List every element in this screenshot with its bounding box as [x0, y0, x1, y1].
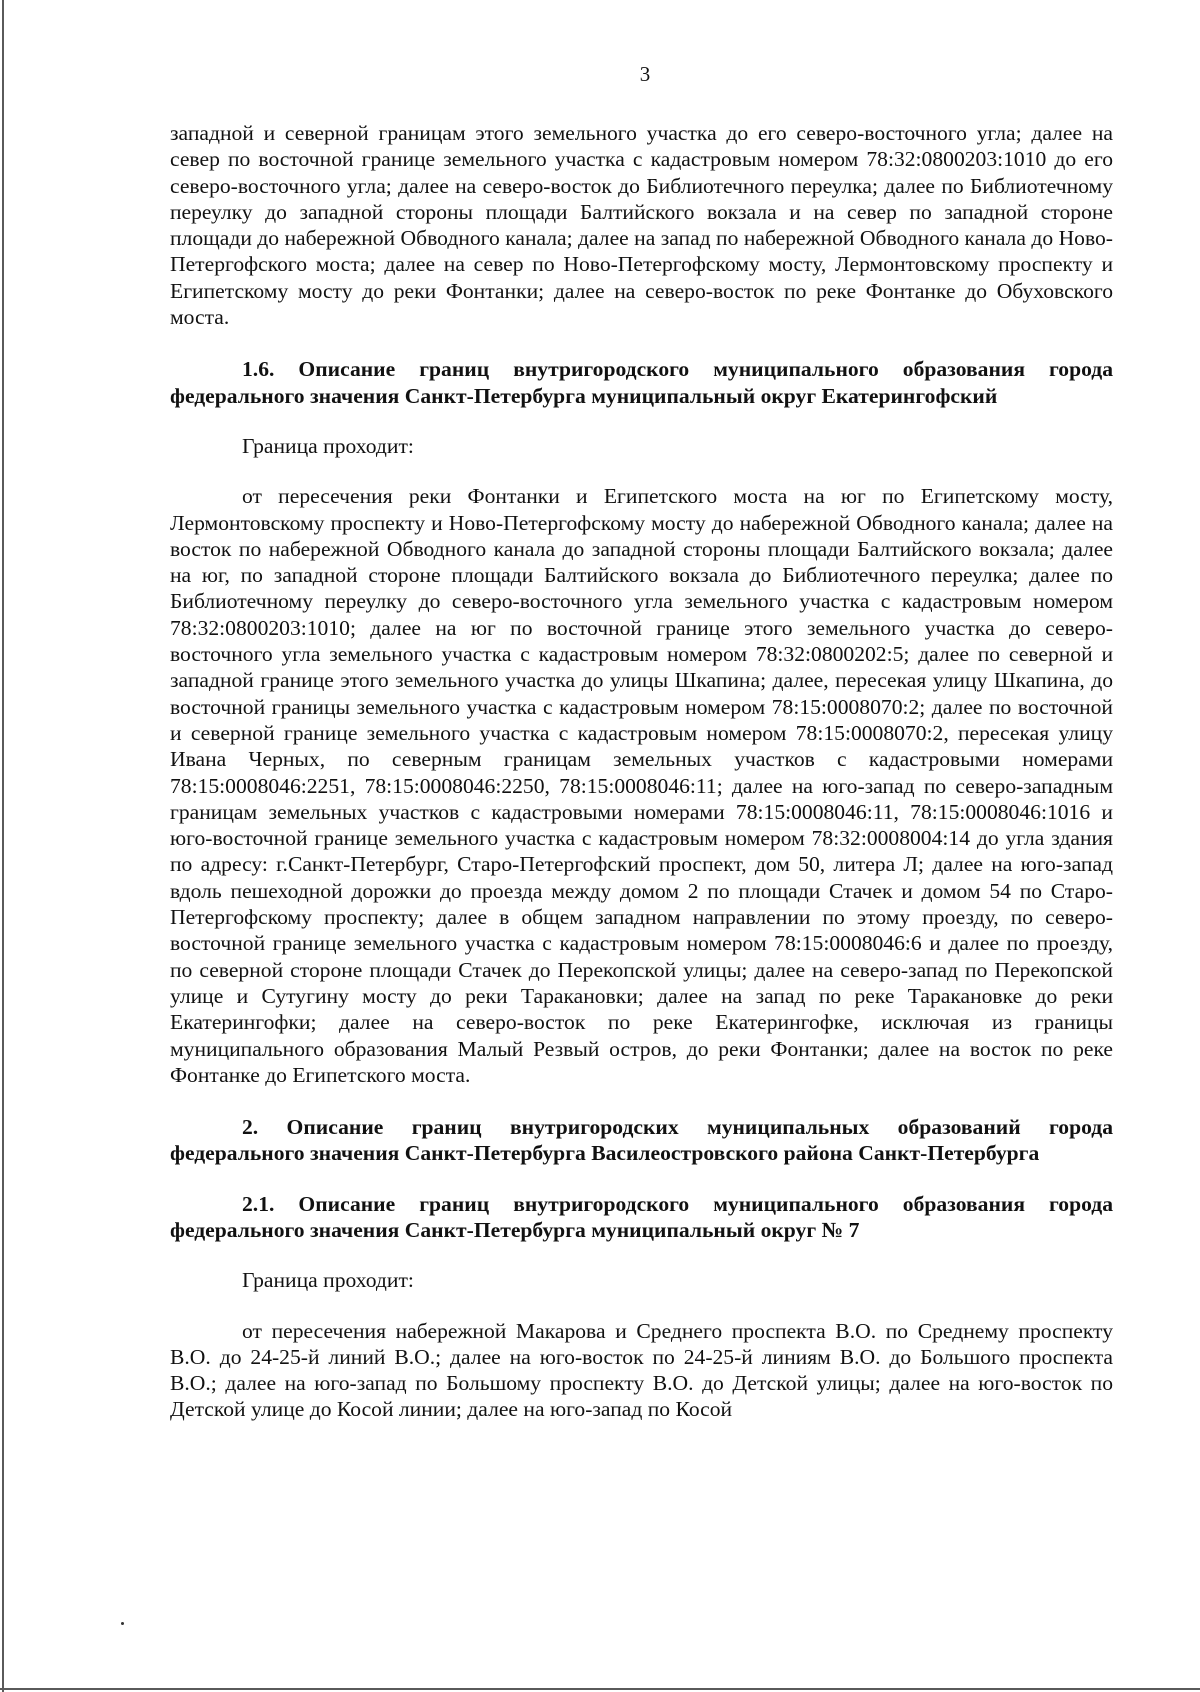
boundary-description: от пересечения набережной Макарова и Среднего проспекта В.О. по Среднему проспекту В.О. до 24-25-й линий В.О.; далее на юго-восток по 24-25-й линиям В.О. до Большого проспекта В.О.; далее на юго-запад по Большому проспекту В.О. до Детской улицы; далее на юго-восток по Детской улице до Косой линии; далее на юго-запад по Косой: [170, 1318, 1113, 1422]
page-bottom-edge: [0, 1688, 1200, 1690]
document-body: [170, 120, 1113, 1423]
section-heading-2: 2. Описание границ внутригородских муниципальных образований города федерального значения Санкт-Петербурга Василеостровского района Санкт-Петербурга: [170, 1115, 1113, 1166]
page-left-edge: [2, 0, 4, 1692]
scan-speck: [121, 1622, 124, 1625]
page-number: 3: [639, 62, 651, 86]
section-heading-2-1: 2.1. Описание границ внутригородского муниципального образования города федерального значения Санкт-Петербурга муниципальный округ № 7: [170, 1191, 1113, 1242]
paragraph-continuation: западной и северной границам этого земельного участка до его северо-восточного угла; далее на север по восточной границе земельного участка с кадастровым номером 78:32:0800203:1010 до его северо-восточного угла; далее на северо-восток до Библиотечного переулка; далее по Библиотечному переулку до западной стороны площади Балтийского вокзала и на север по западной стороне площади до набережной Обводного канала; далее на запад по набережной Обводного канала до Ново-Петергофского моста; далее на север по Ново-Петергофскому мосту, Лермонтовскому проспекту и Египетскому мосту до реки Фонтанки; далее на северо-восток по реке Фонтанке до Обуховского моста.: [170, 121, 1113, 330]
section-heading-1-6: 1.6. Описание границ внутригородского муниципального образования города федерального значения Санкт-Петербурга муниципальный округ Екатерингофский: [170, 357, 1113, 408]
boundary-description: от пересечения реки Фонтанки и Египетского моста на юг по Египетскому мосту, Лермонтовскому проспекту и Ново-Петергофскому мосту до набережной Обводного канала; далее на восток по набережной Обводного канала до западной стороны площади Балтийского вокзала; далее на юг, по западной стороне площади Балтийского вокзала до Библиотечного переулка; далее по Библиотечному переулку до северо-восточного угла земельного участка с кадастровым номером 78:32:0800203:1010; далее на юг по восточной границе этого земельного участка до северо-восточного угла земельного участка с кадастровым номером 78:32:0800202:5; далее по северной и западной границе этого земельного участка до улицы Шкапина; далее, пересекая улицу Шкапина, до восточной границы земельного участка с кадастровым номером 78:15:0008070:2; далее по восточной и северной границе земельного участка с кадастровым номером 78:15:0008070:2, пересекая улицу Ивана Черных, по северным границам земельных участков с кадастровыми номерами 78:15:0008046:2251, 78:15:0008046:2250, 78:15:0008046:11; далее на юго-запад по северо-западным границам земельных участков с кадастровыми номерами 78:15:0008046:11, 78:15:0008046:1016 и юго-восточной границе земельного участка с кадастровым номером 78:32:0008004:14 до угла здания по адресу: г.Санкт-Петербург, Старо-Петергофский проспект, дом 50, литера Л; далее на юго-запад вдоль пешеходной дорожки до проезда между домом 2 по площади Стачек и домом 54 по Старо-Петергофскому проспекту; далее в общем западном направлении по этому проезду, по северо-восточной границе земельного участка с кадастровым номером 78:15:0008046:6 и далее по проезду, по северной стороне площади Стачек до Перекопской улицы; далее на северо-запад по Перекопской улице и Сутугину мосту до реки Таракановки; далее на запад по реке Таракановке до реки Екатерингофки; далее на северо-восток по реке Екатерингофке, исключая из границы муниципального образования Малый Резвый остров, до реки Фонтанки; далее на восток по реке Фонтанке до Египетского моста.: [170, 484, 1113, 1087]
boundary-intro: Граница проходит:: [242, 1268, 414, 1293]
boundary-intro: Граница проходит:: [242, 433, 414, 458]
